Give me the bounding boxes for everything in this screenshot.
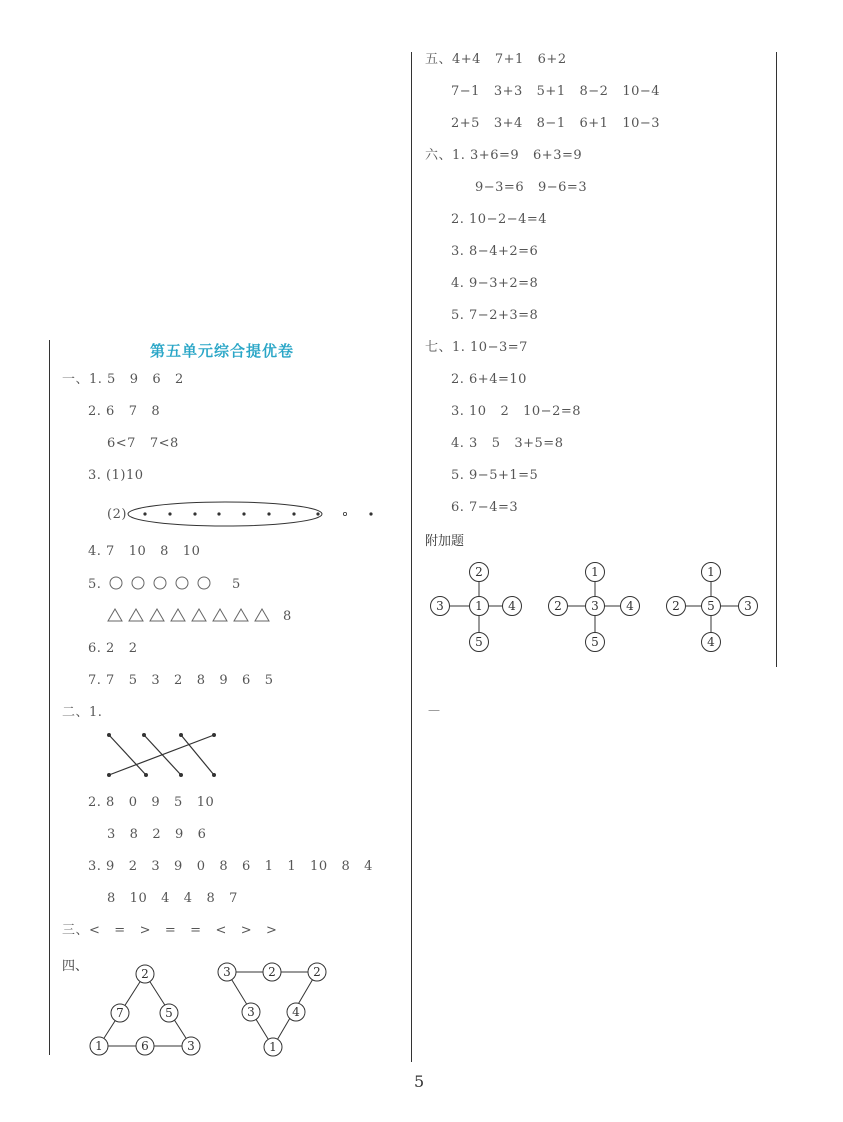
left-margin-rule <box>49 340 50 1055</box>
c1-bottom: 5 <box>475 635 483 649</box>
triangle-figure-1 <box>88 960 208 1060</box>
t1-bottom-left: 1 <box>95 1039 103 1053</box>
cross-figure-1 <box>428 560 528 660</box>
c3-left: 2 <box>672 599 680 613</box>
s1-line9: 6. 2 2 <box>88 641 138 656</box>
s6-line2: 9−3=6 9−6=3 <box>475 180 588 195</box>
s2-line2: 2. 8 0 9 5 10 <box>88 795 215 810</box>
s2-line1: 二、1. <box>62 705 103 720</box>
t2-bottom: 1 <box>269 1040 277 1054</box>
c2-top: 1 <box>591 565 599 579</box>
s1-line4: 3. (1)10 <box>88 468 144 483</box>
s1-line7-value: 5 <box>232 577 241 592</box>
s1-line6: 4. 7 10 8 10 <box>88 544 201 559</box>
s6-line1: 六、1. 3+6=9 6+3=9 <box>425 148 583 163</box>
matching-lines-figure <box>104 730 224 780</box>
c2-bottom: 5 <box>591 635 599 649</box>
cross-figure-2 <box>546 560 646 660</box>
s1-line10: 7. 7 5 3 2 8 9 6 5 <box>88 673 274 688</box>
dots-group-figure <box>125 500 385 530</box>
page-number: 5 <box>414 1072 425 1091</box>
triangles-row <box>106 607 276 623</box>
s1-line2: 2. 6 7 8 <box>88 404 161 419</box>
t1-bottom-right: 3 <box>187 1039 195 1053</box>
s7-line2: 2. 6+4=10 <box>451 372 527 387</box>
c1-top: 2 <box>475 565 483 579</box>
unit-title: 第五单元综合提优卷 <box>150 342 295 360</box>
s1-line8-value: 8 <box>283 609 292 624</box>
s2-line5: 8 10 4 4 8 7 <box>107 891 238 906</box>
t1-bottom-mid: 6 <box>141 1039 149 1053</box>
s5-line2: 7−1 3+3 5+1 8−2 10−4 <box>451 84 661 99</box>
t1-right-mid: 5 <box>165 1006 173 1020</box>
t2-top-left: 3 <box>223 965 231 979</box>
s6-line6: 5. 7−2+3=8 <box>451 308 539 323</box>
s5-line3: 2+5 3+4 8−1 6+1 10−3 <box>451 116 661 131</box>
s6-line5: 4. 9−3+2=8 <box>451 276 539 291</box>
c3-top: 1 <box>707 565 715 579</box>
right-margin-rule <box>776 52 777 667</box>
c2-right: 4 <box>626 599 634 613</box>
triangle-figure-2 <box>216 960 336 1060</box>
s1-line5-label: (2) <box>107 507 127 522</box>
s7-line3: 3. 10 2 10−2=8 <box>451 404 582 419</box>
s6-line4: 3. 8−4+2=6 <box>451 244 539 259</box>
s1-line7-label: 5. <box>88 577 102 592</box>
c2-center: 3 <box>591 599 599 613</box>
t2-top-mid: 2 <box>268 965 276 979</box>
c1-right: 4 <box>508 599 516 613</box>
s4-label: 四、 <box>62 959 89 974</box>
s7-line5: 5. 9−5+1=5 <box>451 468 539 483</box>
s3-line: 三、< = > = = < > > <box>62 923 278 938</box>
c1-center: 1 <box>475 599 483 613</box>
s1-line1: 一、1. 5 9 6 2 <box>62 372 184 387</box>
t2-left-mid: 3 <box>247 1005 255 1019</box>
s5-line1: 五、4+4 7+1 6+2 <box>425 52 567 67</box>
c3-center: 5 <box>707 599 715 613</box>
circles-row <box>108 575 228 591</box>
center-divider <box>411 52 412 1062</box>
c1-left: 3 <box>436 599 444 613</box>
cross-figure-3 <box>664 560 764 660</box>
c2-left: 2 <box>554 599 562 613</box>
s2-line3: 3 8 2 9 6 <box>107 827 207 842</box>
s2-line4: 3. 9 2 3 9 0 8 6 1 1 10 8 4 <box>88 859 373 874</box>
c3-right: 3 <box>744 599 752 613</box>
t1-top: 2 <box>141 967 149 981</box>
s1-line3: 6<7 7<8 <box>107 436 179 451</box>
c3-bottom: 4 <box>707 635 715 649</box>
extra-title: 附加题 <box>425 534 465 549</box>
s7-line6: 6. 7−4=3 <box>451 500 519 515</box>
t2-top-right: 2 <box>313 965 321 979</box>
s7-line4: 4. 3 5 3+5=8 <box>451 436 564 451</box>
t1-left-mid: 7 <box>116 1006 124 1020</box>
stray-dash: — <box>428 703 440 717</box>
t2-right-mid: 4 <box>292 1005 300 1019</box>
s6-line3: 2. 10−2−4=4 <box>451 212 548 227</box>
s7-line1: 七、1. 10−3=7 <box>425 340 528 355</box>
